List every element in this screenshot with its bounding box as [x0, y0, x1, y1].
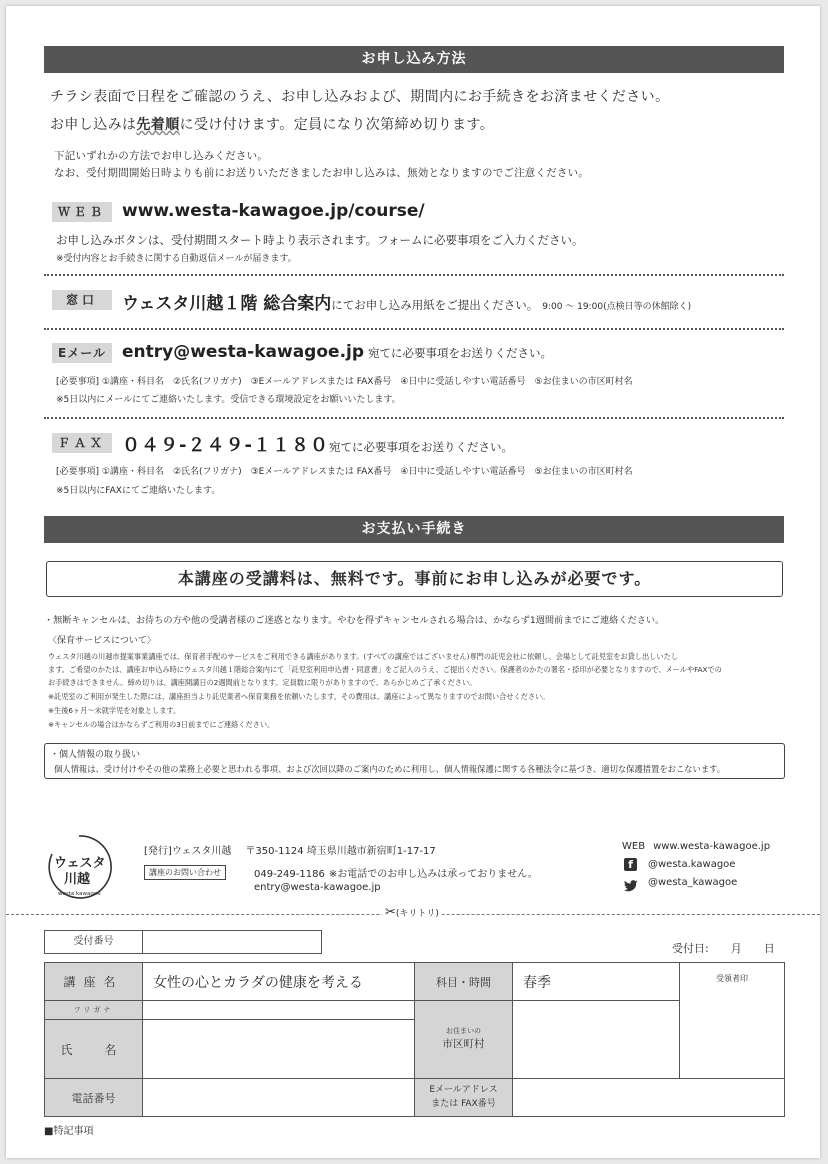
- subject-time-label: 科目・時間: [415, 963, 513, 1001]
- counter-hours: 9:00 ～ 19:00(点検日等の休館除く): [542, 302, 692, 312]
- fax-note: ※5日以内にFAXにてご連絡いたします。: [56, 486, 221, 496]
- intro-line-2-post: に受け付けます。定員になり次第締め切ります。: [179, 117, 495, 133]
- logo-text-2: 川越: [64, 872, 91, 887]
- footer-web-url[interactable]: www.westa-kawagoe.jp: [653, 841, 771, 852]
- publisher-address: 〒350-1124 埼玉県川越市新宿町1-17-17: [245, 846, 436, 857]
- name-field[interactable]: [143, 1020, 415, 1079]
- fax-description: 宛てに必要事項をお送りください。: [328, 440, 513, 454]
- email-fax-label-2: または FAX番号: [431, 1098, 496, 1109]
- special-notes-label: ■特記事項: [44, 1126, 94, 1137]
- fax-number: ０４９-２４９-１１８０: [122, 435, 329, 456]
- divider: [44, 328, 784, 330]
- application-form-table: [44, 962, 785, 1117]
- inquiry-email[interactable]: entry@westa-kawagoe.jp: [254, 882, 381, 893]
- residence-label-small: お住まいの: [446, 1027, 481, 1036]
- footer-web-line: [622, 841, 770, 852]
- intro-line-2: [50, 114, 494, 134]
- counter-info: [122, 289, 691, 314]
- residence-label: 市区町村: [442, 1038, 485, 1051]
- phone-label: 電話番号: [45, 1079, 143, 1117]
- counter-description: にてお申し込み用紙をご提出ください。: [331, 298, 539, 312]
- receipt-number-label: 受付番号: [45, 931, 143, 953]
- web-course-url[interactable]: www.westa-kawagoe.jp/course/: [122, 201, 425, 221]
- email-fax-label-1: Eメールアドレス: [429, 1085, 498, 1095]
- furigana-field[interactable]: [143, 1001, 415, 1020]
- intro-first-come-emphasis: 先着順: [136, 117, 180, 133]
- divider: [44, 274, 784, 276]
- name-label: 氏 名: [45, 1020, 143, 1079]
- email-method-tag: Eメール: [52, 343, 112, 363]
- twitter-icon: [624, 877, 638, 896]
- divider: [44, 417, 784, 419]
- free-tuition-headline: 本講座の受講料は、無料です。事前にお申し込みが必要です。: [46, 561, 783, 597]
- inquiry-phone-line: [254, 865, 538, 880]
- childcare-line: ※託児室のご利用が発生した際には、講座担当より託児業者へ保育業務を依頼いたします。その費用は、講座によって異なりますのでお問い合せください。: [48, 692, 550, 701]
- email-fax-label-cell: [415, 1079, 513, 1117]
- facebook-icon: f: [624, 858, 637, 871]
- residence-label-cell: [415, 1001, 513, 1079]
- email-required-items: [必要事項] ①講座・科目名 ②氏名(フリガナ) ③Eメールアドレスまたは FAX番号 ④日中に受話しやすい電話番号 ⑤お住まいの市区町村名: [56, 377, 633, 387]
- logo-text-1: ウェスタ: [54, 856, 106, 871]
- email-description: 宛てに必要事項をお送りください。: [368, 346, 553, 360]
- privacy-text: 個人情報は、受け付けやその他の業務上必要と思われる事項、および次回以降のご案内のために利用し、個人情報保護に関する各種法令に基づき、適切な保護措置をおこないます。: [54, 764, 726, 774]
- web-description: お申し込みボタンは、受付期間スタート時より表示されます。フォームに必要事項をご入力ください。: [56, 233, 584, 247]
- publisher-label: [発行]: [144, 846, 172, 857]
- childcare-line: ※キャンセルの場合はかならずご利用の3日前までにご連絡ください。: [48, 720, 275, 729]
- fax-required-items: [必要事項] ①講座・科目名 ②氏名(フリガナ) ③Eメールアドレスまたは FAX番号 ④日中に受話しやすい電話番号 ⑤お住まいの市区町村名: [56, 467, 633, 477]
- twitter-handle[interactable]: @westa_kawagoe: [648, 877, 738, 888]
- receipt-date: 受付日: 月 日: [672, 942, 775, 955]
- logo-subtext: westa kawagoe: [58, 891, 101, 897]
- privacy-box: [44, 743, 785, 779]
- cut-label-wrap: [382, 905, 442, 920]
- receiver-stamp-box: [680, 963, 785, 1079]
- payment-section-title: お支払い手続き: [44, 516, 784, 543]
- email-note: ※5日以内にメールにてご連絡いたします。受信できる環境設定をお願いいたします。: [56, 395, 401, 405]
- receiver-stamp-label: 受領者印: [716, 974, 748, 983]
- web-method-tag: ＷＥＢ: [52, 202, 112, 222]
- email-address[interactable]: entry@westa-kawagoe.jp: [122, 342, 365, 362]
- childcare-line: ます。ご希望のかたは、講座お申込み時にウェスタ川越１階総合案内にて「託児室利用申込書・同意書」をご記入のうえ、ご提出ください。保護者のかたの署名・捺印が必要となりますので、メールやFAXでの: [48, 665, 722, 674]
- childcare-line: ウェスタ川越の川越市提案事業講座では、保育者手配のサービスをご利用できる講座があります。(すべての講座ではございません)専門の託児会社に依頼し、会場として託児室をお貸し出しいたし: [48, 652, 678, 661]
- course-name-value[interactable]: 女性の心とカラダの健康を考える: [143, 963, 415, 1001]
- email-info: [122, 342, 552, 362]
- intro-note-2: なお、受付期間開始日時よりも前にお送りいただきましたお申し込みは、無効となりますのでご注意ください。: [54, 167, 589, 179]
- residence-field[interactable]: [513, 1001, 680, 1079]
- email-fax-field[interactable]: [513, 1079, 785, 1117]
- fax-info: [122, 431, 513, 457]
- childcare-line: お手続きはできません。締め切りは、講座開講日の2週間前となります。定員数に限りがありますので、あらかじめご了承ください。: [48, 678, 477, 687]
- cancellation-note: ・無断キャンセルは、お待ちの方や他の受講者様のご迷惑となります。やむを得ずキャンセルされる場合は、かならず1週間前までにご連絡ください。: [44, 615, 665, 626]
- inquiry-label: 講座のお問い合わせ: [144, 865, 226, 880]
- footer-web-label: WEB: [622, 841, 646, 852]
- scissors-icon: ✂: [385, 905, 396, 920]
- childcare-title: 〈保育サービスについて〉: [48, 636, 156, 646]
- counter-place: ウェスタ川越１階 総合案内: [122, 294, 332, 314]
- inquiry-phone: 049-249-1186: [254, 869, 325, 880]
- publisher-line: [144, 842, 436, 857]
- cut-label: (キリトリ): [395, 909, 439, 919]
- flyer-back-page: [6, 6, 820, 1158]
- westa-logo: [44, 832, 114, 902]
- facebook-handle[interactable]: @westa.kawagoe: [648, 859, 736, 870]
- childcare-line: ※生後6ヶ月～未就学児を対象とします。: [48, 706, 181, 715]
- intro-line-1: チラシ表面で日程をご確認のうえ、お申し込みおよび、期間内にお手続きをお済ませください。: [50, 89, 670, 105]
- inquiry-phone-note: ※お電話でのお申し込みは承っておりません。: [328, 869, 538, 880]
- phone-field[interactable]: [143, 1079, 415, 1117]
- publisher-name: ウェスタ川越: [171, 846, 232, 857]
- subject-time-value[interactable]: 春季: [513, 963, 680, 1001]
- counter-method-tag: 窓口: [52, 290, 112, 310]
- furigana-label: フリガナ: [45, 1001, 143, 1020]
- receipt-number-box: [44, 930, 322, 954]
- fax-method-tag: ＦＡＸ: [52, 433, 112, 453]
- web-note: ※受付内容とお手続きに関する自動返信メールが届きます。: [56, 254, 297, 264]
- intro-note-1: 下記いずれかの方法でお申し込みください。: [54, 150, 268, 162]
- intro-line-2-pre: お申し込みは: [50, 117, 137, 133]
- application-section-title: お申し込み方法: [44, 46, 784, 73]
- privacy-title: ・個人情報の取り扱い: [50, 750, 141, 760]
- course-name-label: 講座名: [45, 963, 143, 1001]
